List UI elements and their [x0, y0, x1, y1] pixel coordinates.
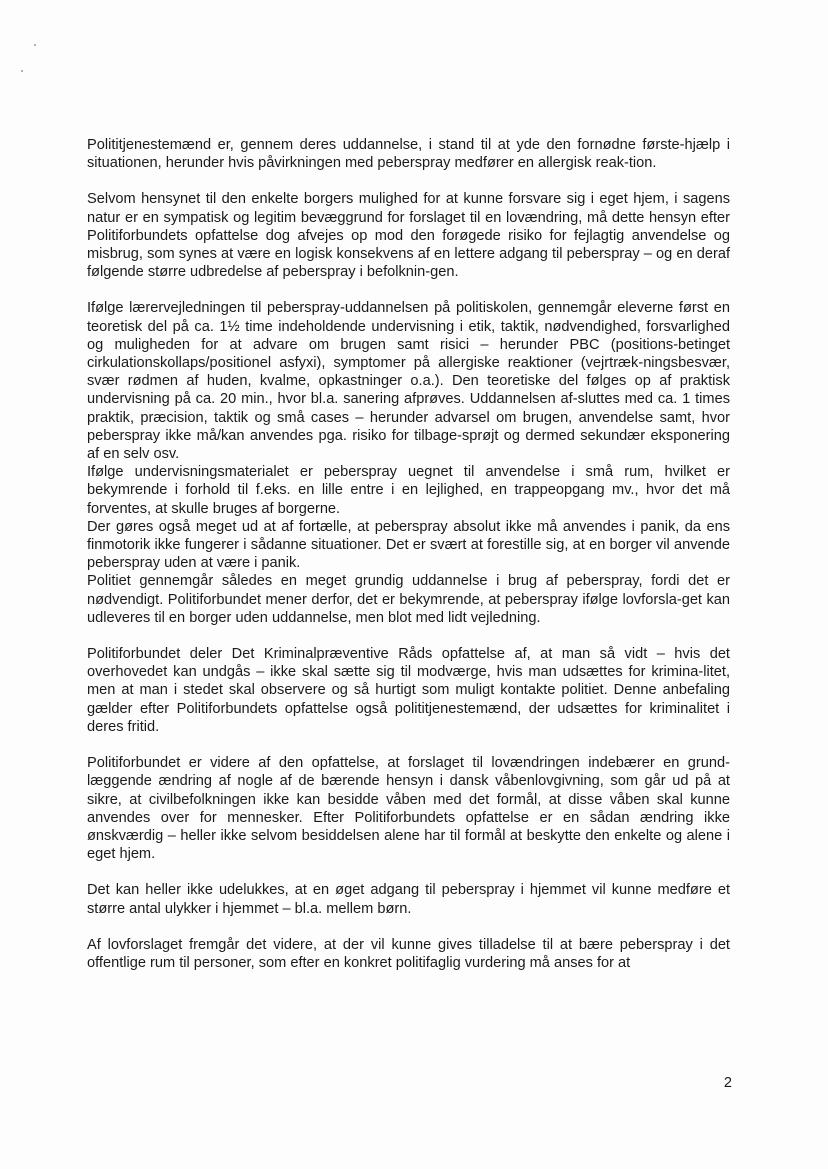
paragraph-teacher-guide: Ifølge lærervejledningen til peberspray-uddannelsen på politiskolen, gennemgår eleverne først en teoretisk del på ca. 1½ time indeholdende undervisning i etik, taktik, nødvendighed, forsvarlighed og muligheden for at advare om brugen samt risici – herunder PBC (positions-betinget cirkulationskollaps/positionel asfyxi), symptomer på allergiske reaktioner (vejrtræk-ningsbesvær, svær rødmen af huden, kvalme, opkastninger o.a.). Den teoretiske del følges op af praktisk undervisning på ca. 20 min., hvor bl.a. sanering afprøves. Uddannelsen af-sluttes med ca. 1 times praktik, præcision, taktik og små cases – herunder advarsel om brugen, anvendelse samt, hvor peberspray ikke må/kan anvendes pga. risiko for tilbage-sprøjt og dermed sekundær eksponering af en selv osv.: [87, 300, 730, 463]
paragraph-accidents: Det kan heller ikke udelukkes, at en øget adgang til peberspray i hjemmet vil kunne medføre et større antal ulykker i hjemmet – bl.a. mellem børn.: [87, 882, 730, 917]
paragraph-crime-prevention: Politiforbundet deler Det Kriminalpræventive Råds opfattelse af, at man så vidt – hvis det overhovedet kan undgås – ikke skal sætte sig til modværge, hvis man udsættes for krimina-litet, men at man i stedet skal observere og så hurtigt som muligt kontakte politiet. Denne anbefaling gælder efter Politiforbundets opfattelse også polititjenestemænd, der udsættes for kriminalitet i deres fritid.: [87, 646, 730, 735]
paragraph-thorough-training: Politiet gennemgår således en meget grundig uddannelse i brug af peberspray, fordi det er nødvendigt. Politiforbundet mener derfor, det er bekymrende, at peberspray ifølge lovforsla-get kan udleveres til en borger uden uddannelse, men blot med lidt vejledning.: [87, 573, 730, 626]
paragraph-public-carry: Af lovforslaget fremgår det videre, at der vil kunne gives tilladelse til at bære peberspray i det offentlige rum til personer, som efter en konkret politifaglig vurdering må anses for at: [87, 936, 730, 971]
scan-speck: [21, 70, 23, 72]
page-number: 2: [723, 1075, 732, 1091]
paragraph-panic: Der gøres også meget ud at af fortælle, at peberspray absolut ikke må anvendes i panik, da ens finmotorik ikke fungerer i sådanne situationer. Det er svært at forestille sig, at en borger vil anvende peberspray uden at være i panik.: [87, 518, 730, 572]
paragraph-first-aid: Polititjenestemænd er, gennem deres uddannelse, i stand til at yde den fornødne første-hjælp i situationen, herunder hvis påvirkningen med peberspray medfører en allergisk reak-tion.: [87, 137, 730, 172]
scan-speck: [34, 44, 36, 46]
paragraph-self-defense: Selvom hensynet til den enkelte borgers mulighed for at kunne forsvare sig i eget hjem, i sagens natur er en sympatisk og legitim bevæggrund for forslaget til en lovændring, må dette hensyn efter Politiforbundets opfattelse dog afvejes op mod den forøgede risiko for fejlagtig anvendelse og misbrug, som synes at være en logisk konsekvens af en lettere adgang til peberspray – og en deraf følgende større udbredelse af peberspray i befolknin-gen.: [87, 191, 730, 281]
paragraph-small-rooms: Ifølge undervisningsmaterialet er peberspray uegnet til anvendelse i små rum, hvilket er bekymrende i forhold til f.eks. en lille entre i en lejlighed, en trappeopgang mv., hvor det må forventes, at skulle bruges af borgerne.: [87, 464, 730, 517]
document-body: [87, 136, 730, 972]
paragraph-weapon-law: Politiforbundet er videre af den opfattelse, at forslaget til lovændringen indebærer en grund-læggende ændring af nogle af de bærende hensyn i dansk våbenlovgivning, som går ud på at sikre, at civilbefolkningen ikke kan besidde våben med det formål, at disse våben skal kunne anvendes over for mennesker. Efter Politiforbundets opfattelse er en sådan ændring ikke ønskværdig – heller ikke selvom besiddelsen alene har til formål at beskytte den enkelte og alene i eget hjem.: [87, 755, 730, 863]
